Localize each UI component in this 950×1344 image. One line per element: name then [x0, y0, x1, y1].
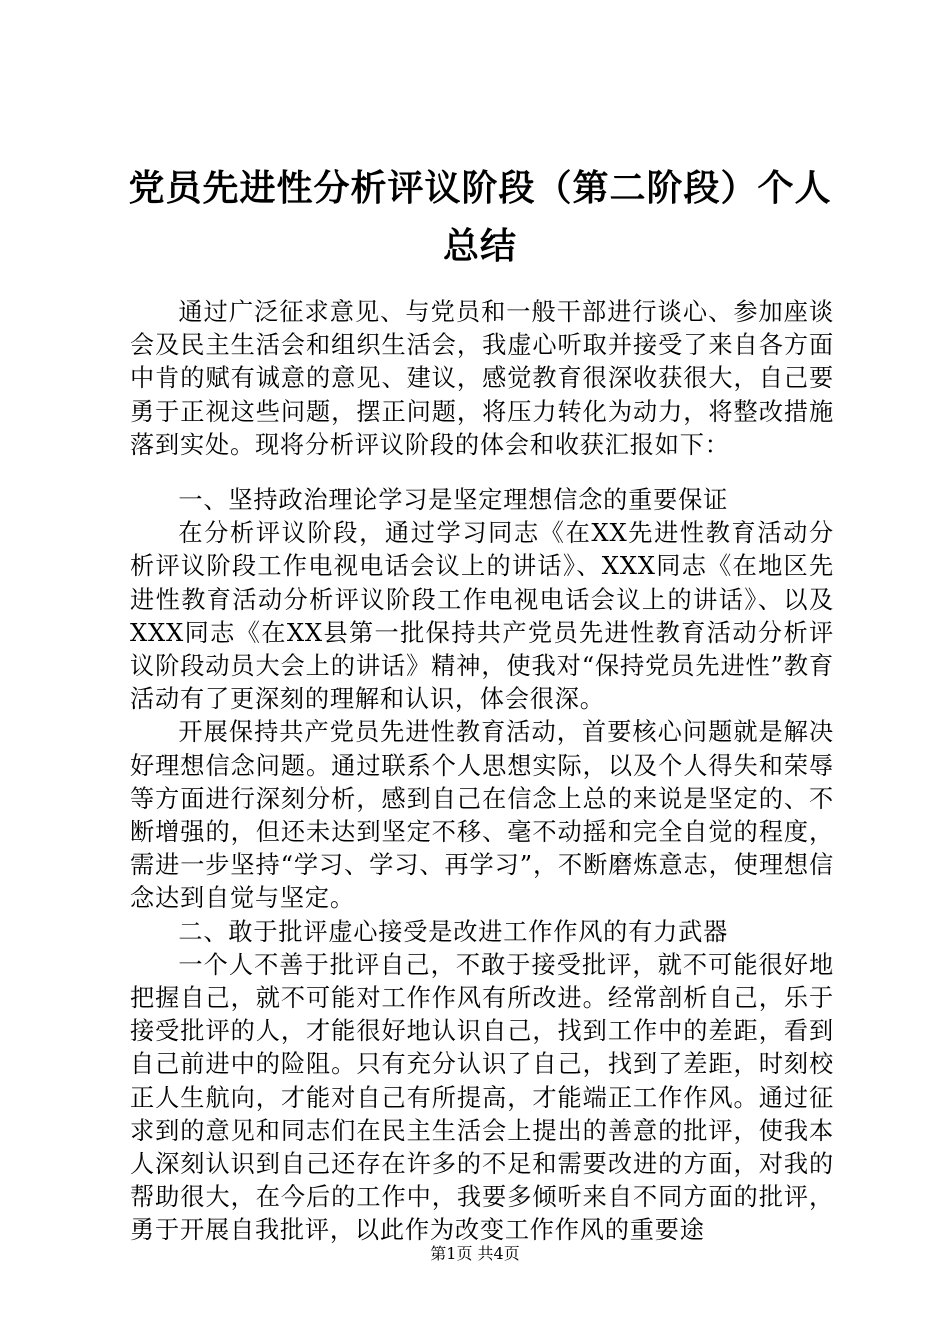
document-body [130, 296, 834, 1248]
page-footer: 第1页 共4页 [430, 1244, 520, 1263]
paragraph-intro: 通过广泛征求意见、与党员和一般干部进行谈心、参加座谈会及民主生活会和组织生活会，我虚心听取并接受了来自各方面中肯的赋有诚意的意见、建议，感觉教育很深收获很大，自己要勇于正视这些问题，摆正问题，将压力转化为动力，将整改措施落到实处。现将分析评议阶段的体会和收获汇报如下： [130, 298, 834, 459]
paragraph-ideals: 开展保持共产党员先进性教育活动，首要核心问题就是解决好理想信念问题。通过联系个人思想实际，以及个人得失和荣辱等方面进行深刻分析，感到自己在信念上总的来说是坚定的、不断增强的，但还未达到坚定不移、毫不动摇和完全自觉的程度，需进一步坚持“学习、学习、再学习”，不断磨炼意志，使理想信念达到自觉与坚定。 [130, 718, 834, 913]
section-heading-1: 一、坚持政治理论学习是坚定理想信念的重要保证 [178, 486, 729, 515]
paragraph-criticism: 一个人不善于批评自己，不敢于接受批评，就不可能很好地把握自己，就不可能对工作作风有所改进。经常剖析自己，乐于接受批评的人，才能很好地认识自己，找到工作中的差距，看到自己前进中的险阻。只有充分认识了自己，找到了差距，时刻校正人生航向，才能对自己有所提高，才能端正工作作风。通过征求到的意见和同志们在民主生活会上提出的善意的批评，使我本人深刻认识到自己还存在许多的不足和需要改进的方面，对我的帮助很大，在今后的工作中，我要多倾听来自不同方面的批评，勇于开展自我批评，以此作为改变工作作风的重要途 [130, 950, 834, 1245]
document-title: 党员先进性分析评议阶段（第二阶段）个人总结 [128, 168, 832, 267]
section-heading-2: 二、敢于批评虚心接受是改进工作作风的有力武器 [178, 917, 729, 946]
paragraph-study: 在分析评议阶段，通过学习同志《在XX先进性教育活动分析评议阶段工作电视电话会议上的讲话》、XXX同志《在地区先进性教育活动分析评议阶段工作电视电话会议上的讲话》、以及XXX同志《在XX县第一批保持共产党员先进性教育活动分析评议阶段动员大会上的讲话》精神，使我对“保持党员先进性”教育活动有了更深刻的理解和认识，体会很深。 [130, 519, 834, 714]
paragraph-spacer [130, 462, 834, 484]
